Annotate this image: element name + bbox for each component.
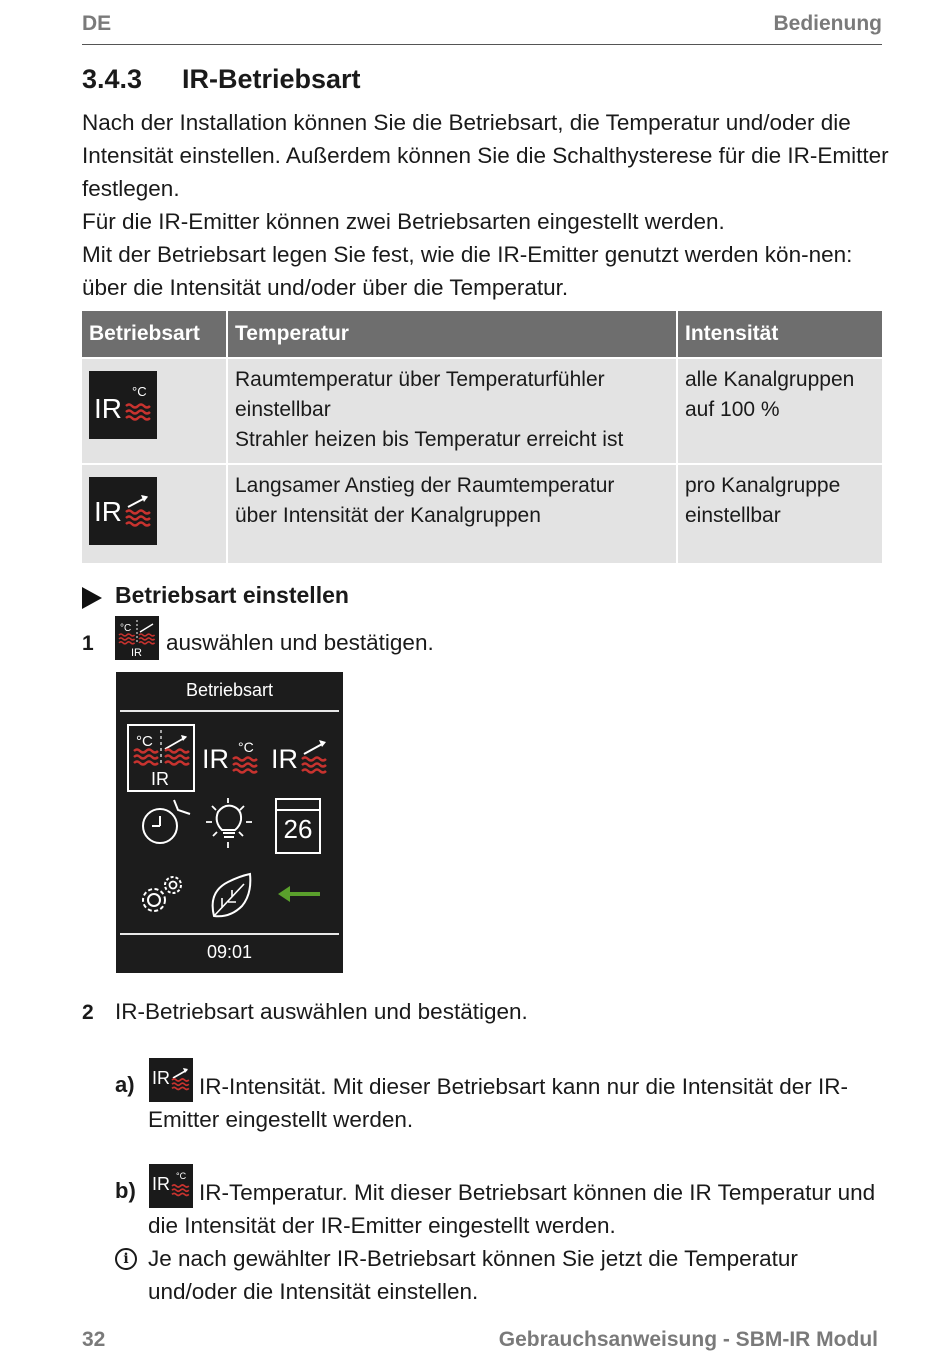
cell-line: alle Kanalgruppen	[685, 368, 855, 391]
calendar-day: 26	[283, 814, 313, 844]
column-header-temperatur: Temperatur	[227, 311, 677, 358]
celsius-label: °C	[238, 739, 254, 755]
cell-line: auf 100 %	[685, 398, 780, 421]
operating-modes-table	[82, 311, 882, 563]
intro-paragraph: Für die IR-Emitter können zwei Betriebsarten eingestellt werden.	[82, 209, 725, 234]
device-screen	[116, 672, 343, 973]
celsius-label: °C	[132, 384, 147, 399]
option-label: a)	[115, 1072, 135, 1097]
ir-label: IR	[271, 744, 298, 774]
ir-label: IR	[152, 1174, 170, 1194]
step-text: IR-Betriebsart auswählen und bestätigen.	[115, 999, 528, 1024]
table-row	[82, 464, 882, 563]
intro-paragraph: Mit der Betriebsart legen Sie fest, wie die IR-Emitter genutzt werden kön-nen: über die Intensität und/oder über die Temperatur.	[82, 242, 853, 300]
ir-label: IR	[152, 1068, 170, 1088]
table-row	[82, 358, 882, 464]
settings-gears-icon[interactable]	[134, 872, 188, 920]
device-clock-time: 09:01	[206, 942, 253, 962]
page-number: 32	[82, 1328, 106, 1351]
leaf-icon[interactable]	[206, 870, 256, 922]
celsius-label: °C	[176, 1171, 187, 1181]
cell-line: einstellbar	[685, 504, 781, 527]
cell-line: Langsamer Anstieg der Raumtemperatur	[235, 474, 615, 497]
header-language: DE	[82, 12, 112, 35]
ir-label: IR	[151, 769, 169, 789]
info-icon: i	[115, 1248, 137, 1270]
back-arrow-icon[interactable]	[276, 882, 322, 906]
calendar-icon[interactable]	[275, 798, 321, 854]
cell-line: einstellbar	[235, 398, 331, 421]
ir-intensity-icon	[149, 1058, 193, 1102]
option-text: IR-Intensität. Mit dieser Betriebsart kann nur die Intensität der IR-Emitter eingestellt werden.	[148, 1074, 849, 1132]
ir-temperature-icon	[89, 371, 157, 439]
celsius-label: °C	[136, 733, 153, 750]
cell-line: pro Kanalgruppe	[685, 474, 841, 497]
intro-text	[82, 106, 892, 304]
info-text: Je nach gewählter IR-Betriebsart können Sie jetzt die Temperatur und/oder die Intensität einstellen.	[148, 1246, 798, 1304]
column-header-betriebsart: Betriebsart	[82, 311, 227, 358]
mode-icon-cell	[82, 464, 227, 563]
clock-icon[interactable]	[138, 796, 194, 846]
step-number: 2	[82, 1001, 94, 1024]
header-divider	[82, 44, 882, 45]
ir-mode-select-icon[interactable]	[127, 724, 195, 792]
step-text: auswählen und bestätigen.	[166, 630, 434, 655]
column-header-intensitaet: Intensität	[677, 311, 882, 358]
cell-line: Strahler heizen bis Temperatur erreicht ist	[235, 428, 624, 451]
lightbulb-icon[interactable]	[204, 796, 256, 852]
ir-label: IR	[202, 744, 229, 774]
cell-line: über Intensität der Kanalgruppen	[235, 504, 541, 527]
ir-temperature-icon[interactable]	[200, 732, 260, 782]
ir-intensity-icon	[89, 477, 157, 545]
option-text: IR-Temperatur. Mit dieser Betriebsart können die IR Temperatur und die Intensität der IR-Emitter eingestellt werden.	[148, 1180, 876, 1238]
ir-label: IR	[131, 647, 142, 659]
cell-line: Raumtemperatur über Temperaturfühler	[235, 368, 605, 391]
table-header-row	[82, 311, 882, 358]
step-number: 1	[82, 632, 94, 655]
section-number: 3.4.3	[82, 64, 143, 94]
temperatur-cell	[227, 464, 677, 563]
instruction-arrow-icon	[82, 587, 102, 609]
celsius-label: °C	[120, 623, 132, 634]
mode-icon-cell	[82, 358, 227, 464]
ir-temperature-icon	[149, 1164, 193, 1208]
device-screen-title: Betriebsart	[185, 680, 274, 700]
divider	[120, 933, 339, 935]
intensitaet-cell	[677, 464, 882, 563]
temperatur-cell	[227, 358, 677, 464]
instruction-title: Betriebsart einstellen	[115, 582, 349, 608]
document-title: Gebrauchsanweisung - SBM-IR Modul	[498, 1328, 878, 1351]
header-section: Bedienung	[773, 12, 882, 35]
option-label: b)	[115, 1178, 136, 1203]
divider	[120, 710, 339, 712]
calendar-header-line	[277, 809, 319, 811]
intro-paragraph: Nach der Installation können Sie die Betriebsart, die Temperatur und/oder die Intensität einstellen. Außerdem können Sie die Schalthysterese für die IR-Emitter festlegen.	[82, 110, 889, 201]
ir-label: IR	[94, 393, 122, 424]
intensitaet-cell	[677, 358, 882, 464]
ir-label: IR	[94, 496, 122, 527]
ir-mode-select-icon	[115, 616, 159, 660]
section-title: IR-Betriebsart	[182, 64, 361, 94]
ir-intensity-icon[interactable]	[269, 732, 331, 782]
